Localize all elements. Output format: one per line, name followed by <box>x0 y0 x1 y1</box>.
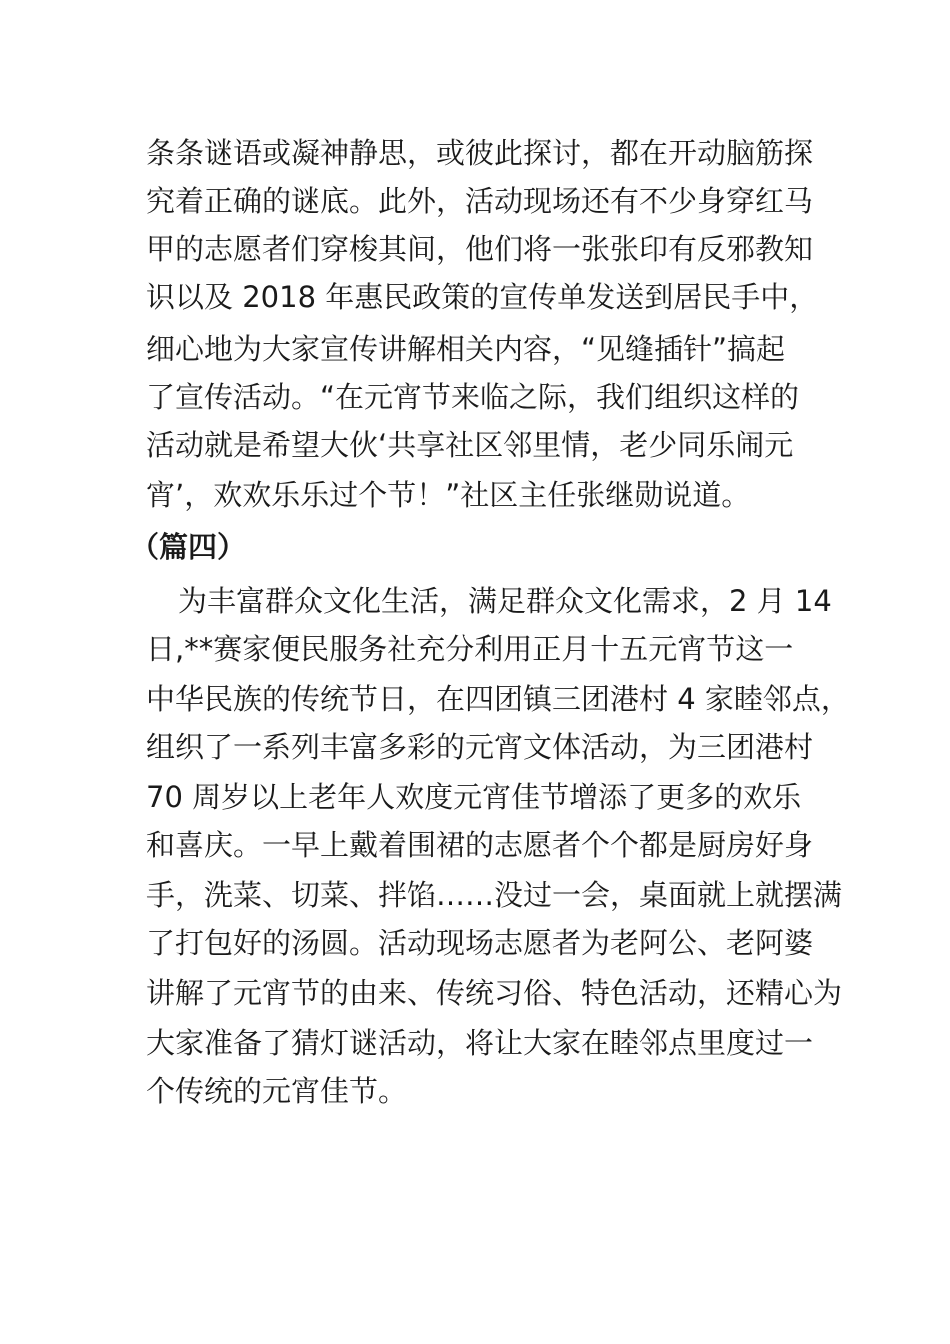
paragraph-1-line-4: 识以及 2018 年惠民政策的宣传单发送到居民手中， <box>146 280 819 314</box>
paragraph-2-line-3: 中华民族的传统节日，在四团镇三团港村 4 家睦邻点， <box>146 682 850 716</box>
paragraph-1-line-1: 条条谜语或凝神静思，或彼此探讨，都在开动脑筋探 <box>146 136 814 170</box>
paragraph-1-line-5: 细心地为大家宣传讲解相关内容，“见缝插针”搞起 <box>146 332 786 366</box>
paragraph-2-line-2: 日,**赛家便民服务社充分利用正月十五元宵节这一 <box>146 632 794 666</box>
paragraph-1-line-2: 究着正确的谜底。此外，活动现场还有不少身穿红马 <box>146 184 814 218</box>
paragraph-2-line-9: 讲解了元宵节的由来、传统习俗、特色活动，还精心为 <box>146 976 843 1010</box>
paragraph-1-line-7: 活动就是希望大伙‘共享社区邻里情，老少同乐闹元 <box>146 428 794 462</box>
paragraph-1-line-6: 了宣传活动。“在元宵节来临之际，我们组织这样的 <box>146 380 800 414</box>
paragraph-1-line-3: 甲的志愿者们穿梭其间，他们将一张张印有反邪教知 <box>146 232 814 266</box>
paragraph-2-line-4: 组织了一系列丰富多彩的元宵文体活动，为三团港村 <box>146 730 814 764</box>
paragraph-1-line-8: 宵’，欢欢乐乐过个节！”社区主任张继勋说道。 <box>146 478 751 512</box>
paragraph-2-line-5: 70 周岁以上老年人欢度元宵佳节增添了更多的欢乐 <box>146 780 802 814</box>
section-heading: （篇四） <box>130 530 247 564</box>
paragraph-2-line-7: 手，洗菜、切菜、拌馅……没过一会，桌面就上就摆满 <box>146 878 843 912</box>
paragraph-2-line-8: 了打包好的汤圆。活动现场志愿者为老阿公、老阿婆 <box>146 926 814 960</box>
paragraph-2-line-10: 大家准备了猜灯谜活动，将让大家在睦邻点里度过一 <box>146 1026 814 1060</box>
paragraph-2-line-6: 和喜庆。一早上戴着围裙的志愿者个个都是厨房好身 <box>146 828 814 862</box>
paragraph-2-line-1: 为丰富群众文化生活，满足群众文化需求，2 月 14 <box>178 584 832 618</box>
paragraph-2-line-11: 个传统的元宵佳节。 <box>146 1074 408 1108</box>
